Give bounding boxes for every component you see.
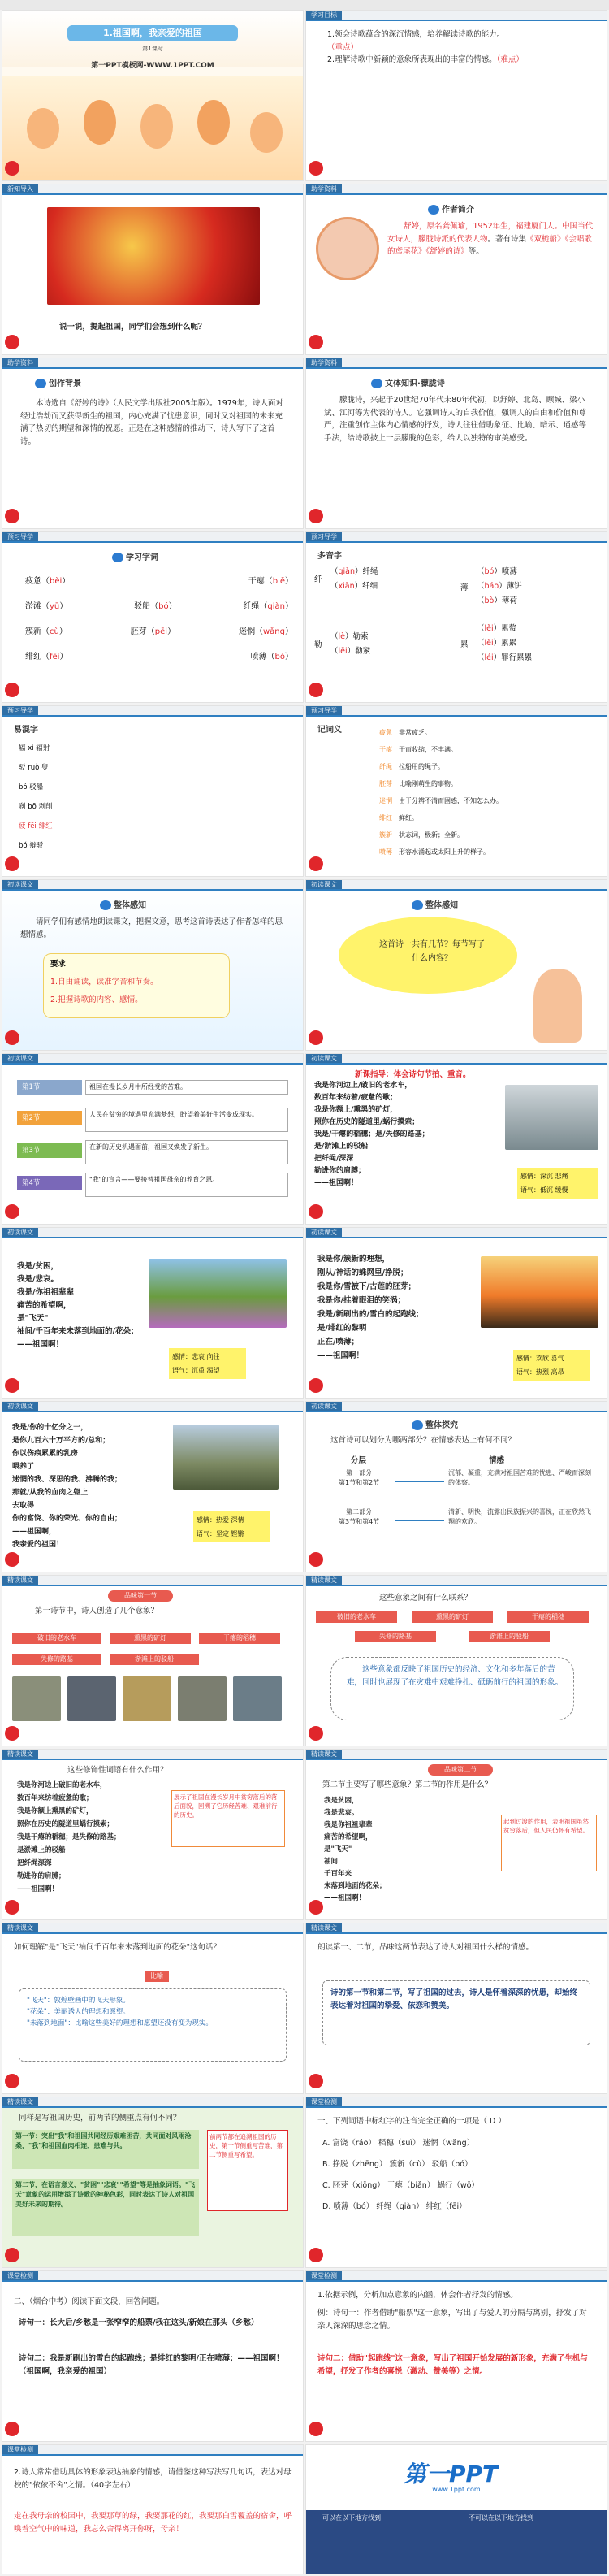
section-title: 记词义 [317, 726, 342, 735]
section-title: 整体感知 [100, 898, 146, 910]
slide-header [306, 1923, 607, 1934]
connection-answer: 这些意象都反映了祖国历史的经济、文化和多年落后的苦难，同时也展现了在灾难中艰难挣扎、砥砺前行的祖国的形象。 [347, 1665, 564, 1687]
arrow-line [395, 1481, 444, 1482]
logo-badge [5, 335, 19, 349]
slide-8-polyphones[interactable]: 预习导学 多音字 纤 （qiàn）纤绳 （xiān）纤细 薄 （bó）喷薄 （báo）薄饼 （bò）薄荷 勒 （lè）勒索 （lēi）勒紧 累 （lěi）累赘 （lěi）累累 （léi）罪行累累 [305, 531, 607, 703]
slide-tag: 预习导学 [306, 532, 342, 541]
image-tag: 干瘪的稻穗 [199, 1633, 280, 1644]
slide-header [306, 532, 607, 543]
slide-12-question[interactable] [305, 879, 607, 1051]
book-icon [412, 1420, 423, 1430]
option-b[interactable]: B. 挣脱（zhēng） 簇新（cù） 驳船（bó） [322, 2160, 473, 2169]
bubble-text: 这首诗一共有几节？每节写了什么内容？ [379, 940, 485, 963]
cover-subtitle: 第1课时 [142, 46, 163, 52]
poem-lines: 我是/贫困， 我是/悲哀。 我是/你祖祖辈辈 痛苦的希望啊， 是"飞天" 袖间/千百年来未落到地面的/花朵； ——祖国啊！ [17, 1262, 139, 1349]
slide-9-confusables[interactable] [2, 705, 304, 877]
quiz-poem-2: 诗句二：我是新刷出的雪白的起跑线；是绯红的黎明/正在喷薄；——祖国啊！（祖国啊，我亲爱的祖国） [19, 2354, 284, 2376]
logo-badge [309, 856, 323, 871]
image-tag: 破旧的老水车 [316, 1611, 397, 1623]
logo-badge [309, 335, 323, 349]
emotion-tag: 感情：悲哀 向往 语气：沉重 渴望 [169, 1348, 246, 1379]
slide-header [2, 1402, 303, 1412]
slide-tag: 初读课文 [2, 1402, 38, 1411]
author-photo [316, 217, 379, 280]
metaphor-tag: 比喻 [145, 1971, 169, 1982]
logo-badge [309, 1378, 323, 1393]
slide-header [306, 1750, 607, 1760]
slide-header [2, 880, 303, 891]
slide-header [306, 11, 607, 21]
slide-20-connection[interactable] [305, 1575, 607, 1746]
logo-badge [309, 2422, 323, 2436]
slide-tag: 课堂检测 [306, 2097, 342, 2106]
slide-header [306, 2271, 607, 2282]
slide-7-vocab[interactable] [2, 531, 304, 703]
emotion-tag: 感情：深沉 悲痛 语气：低沉 缓慢 [517, 1168, 598, 1199]
slide-14-rhythm[interactable] [305, 1053, 607, 1225]
logo-badge [309, 2248, 323, 2262]
intro-question: 说一说，提起祖国，同学们会想到什么呢？ [59, 323, 206, 332]
slide-header [2, 358, 303, 369]
background-text: 本诗选自《舒婷的诗》（人民文学出版社2005年版）。1979年，诗人面对经过浩劫而又获得新生的祖国，内心充满了忧患意识，同时又对祖国的未来充满了热切的期望和深情的祝愿。正是在这种感情的推动下，诗人写下了这首诗。 [20, 399, 283, 447]
modifier-note: 展示了祖国在漫长岁月中贫穷落后的落后面貌，回溯了它历经苦难、艰难前行的历史。 [171, 1790, 285, 1847]
section-title: 创作背景 [35, 376, 81, 388]
stanza2-note: 起到过渡的作用，表明祖国虽然贫穷落后，但人民仍怀有希望。 [501, 1815, 597, 1871]
part-two-emotion: 清新、明快，流露出民族振兴的喜悦，正在欣然飞翔的欢欣。 [448, 1508, 591, 1525]
logo-badge [309, 1204, 323, 1219]
connection-question: 这些意象之间有什么联系？ [379, 1594, 473, 1602]
section-desc: 人民在贫穷的境遇里充满梦想，盼望着美好生活变成现实。 [85, 1108, 288, 1132]
slide-header [2, 1054, 303, 1065]
part-two: 第二部分 第3节和第4节 [339, 1508, 380, 1525]
logo-badge [5, 2248, 19, 2262]
flower-field-image [149, 1259, 287, 1328]
quiz-question: 一、下列词语中标红字的注音完全正确的一项是（ D ） [317, 2117, 506, 2126]
slide-header [2, 2097, 303, 2108]
objective-text: 1.领会诗歌蕴含的深沉情感，培养解读诗歌的能力。 （重点） 2.理解诗歌中新颖的意象所表现出的丰富的情感。（难点） [327, 30, 524, 65]
slide-tag: 初读课文 [306, 1228, 342, 1237]
slide-16-stanza3[interactable] [305, 1227, 607, 1399]
photo [123, 1676, 171, 1721]
imagery-question: 第一诗节中，诗人创造了几个意象？ [35, 1607, 159, 1615]
book-icon [428, 205, 439, 215]
emotion-question: 朗读第一、二节，品味这两节表达了诗人对祖国什么样的情感。 [317, 1943, 534, 1952]
logo-badge [309, 1030, 323, 1045]
logo-badge [5, 683, 19, 697]
image-tag: 淤滩上的驳船 [110, 1654, 199, 1665]
modifier-question: 这些修饰性词语有什么作用？ [67, 1766, 168, 1775]
slide-tag: 精读课文 [2, 1923, 38, 1932]
book-icon [100, 900, 111, 910]
slide-tag: 精读课文 [306, 1576, 342, 1585]
badge-stanza2: 品味第二节 [428, 1764, 493, 1776]
slide-tag: 课堂检测 [2, 2271, 38, 2280]
slide-2-objectives[interactable] [305, 10, 607, 181]
section-desc: "我"的宣言——要接替祖国母亲的养育之恩。 [85, 1173, 288, 1197]
slide-tag: 助学资料 [306, 184, 342, 193]
waterwheel-image [505, 1085, 598, 1150]
slide-tag: 课堂检测 [306, 2271, 342, 2280]
slide-15-stanza2[interactable] [2, 1227, 304, 1399]
slide-header [2, 706, 303, 717]
section-label: 第1节 [17, 1080, 82, 1095]
slide-5-background[interactable] [2, 358, 304, 529]
slide-1-cover[interactable] [2, 10, 304, 181]
slide-tag: 初读课文 [306, 1054, 342, 1063]
slide-11-overview[interactable] [2, 879, 304, 1051]
logo-badge [5, 1204, 19, 1219]
writing-answer: 走在我母亲的校园中，我要那草的绿，我要那花的红，我要那白雪覆盖的宿舍，呼唤着空气中的味道，我忘么舍得离开你呀，母亲！ [14, 2512, 292, 2534]
requirement-box: 要求 1.自由诵读，读准字音和节奏。 2.把握诗歌的内容、感情。 [43, 953, 230, 1018]
poem-lines: 我是你/簇新的理想， 刚从/神话的蛛网里/挣脱； 我是你/雪被下/古莲的胚芽； 我是你/挂着眼泪的笑涡； 我是/新刷出的/雪白的起跑线； 是/绯红的黎明 正在/喷薄； ——祖国啊！ [317, 1255, 424, 1360]
section-title: 作者简介 [428, 202, 474, 215]
image-tag: 熏黑的矿灯 [412, 1611, 493, 1623]
photo [178, 1676, 227, 1721]
section-title: 整体感知 [412, 898, 458, 910]
image-tag: 破旧的老水车 [12, 1633, 102, 1644]
book-icon [112, 553, 123, 562]
slide-tag: 初读课文 [2, 1054, 38, 1063]
slide-tag: 初读课文 [306, 1402, 342, 1411]
slide-header [306, 2097, 607, 2108]
photo [67, 1676, 116, 1721]
girl-cartoon [533, 969, 582, 1043]
slide-13-sections[interactable] [2, 1053, 304, 1225]
meaning-list: 疲惫 非常疲乏。 干瘪 干而收缩，不丰满。 纤绳 拉船用的绳子。 胚芽 比喻刚萌生的事物。 迷惘 由于分辨不清而困惑，不知怎么办。 绯红 鲜红。 簇新 状态词，极新；全新。 喷薄 形容水涌起或太阳上升的样子。 [379, 729, 503, 856]
comparison-question: 同样是写祖国历史，前两节的侧重点有何不同？ [19, 2114, 181, 2123]
logo-badge [309, 1552, 323, 1567]
slide-25-comparison[interactable] [2, 2097, 304, 2268]
slide-tag: 助学资料 [306, 358, 342, 367]
sunrise-image [481, 1256, 598, 1328]
book-icon [412, 900, 423, 910]
great-wall-image [173, 1425, 279, 1490]
slide-tag: 新知导入 [2, 184, 38, 193]
slide-tag: 初读课文 [2, 880, 38, 889]
logo-badge [309, 683, 323, 697]
slide-24-emotion[interactable] [305, 1923, 607, 2094]
image-tag: 失修的路基 [12, 1654, 102, 1665]
slide-23-feitian[interactable] [2, 1923, 304, 2094]
cover-brand: 第一PPT模板网-WWW.1PPT.COM [91, 62, 214, 70]
footer-right-title: 不可以在以下地方找到 [469, 2514, 533, 2522]
logo-badge [5, 2422, 19, 2436]
part-one: 第一部分 第1节和第2节 [339, 1469, 380, 1486]
cover-title: 1.祖国啊，我亲爱的祖国 [67, 25, 238, 41]
photo [233, 1676, 282, 1721]
section-label: 第2节 [17, 1111, 82, 1125]
slide-header [306, 358, 607, 369]
vocab-grid: 疲惫（bèi） 干瘪（biě） 淤滩（yū） 驳船（bó） 纤绳（qiàn） 簇新（cù） 胚芽（pēi） 迷惘（wǎng） 绯红（fēi） 喷薄（bó） [25, 577, 293, 661]
cover-kids-illustration [2, 76, 303, 181]
quiz-options [322, 2133, 590, 2218]
logo-badge [309, 509, 323, 523]
section-title: 学习字词 [112, 550, 158, 562]
poem-lines: 我是/你的十亿分之一， 是你九百六十万平方的/总和； 你以伤痕累累的乳房 喂养了 迷惘的我、深思的我、沸腾的我； 那就/从我的血肉之躯上 去取得 你的富饶、你的荣光、你的自由； ——祖国啊， 我亲爱的祖国！ [12, 1424, 123, 1549]
label-split: 分层 [351, 1456, 367, 1465]
poem-lines: 我是你河边上破旧的老水车， 数百年来纺着疲惫的歌； 我是你额上熏黑的矿灯， 照你在历史的隧道里蜗行摸索； 我是干瘪的稻穗；是失修的路基； 是淤滩上的驳船 把纤绳深深 勒进你的肩膊； ——祖国啊！ [17, 1781, 121, 1893]
slide-tag: 助学资料 [2, 358, 38, 367]
slide-29-writing[interactable] [2, 2444, 304, 2574]
slide-4-author[interactable] [305, 184, 607, 355]
stanza1-answer: 第一节：突出"我"和祖国共同经历艰难困苦，共同面对风雨沧桑，"我"和祖国血肉相连、患难与共。 [15, 2132, 192, 2149]
slide-tag: 精读课文 [2, 1750, 38, 1759]
genre-text: 朦胧诗，兴起于20世纪70年代末80年代初，以舒婷、北岛、顾城、梁小斌、江河等为代表的诗人。它强调诗人的自我价值，强调人的自由和价值和尊严，注重创作主体内心情感的抒发，诗人往往借助象征、比喻、暗示、通感等手法，给诗歌披上一层朦胧的色彩，给人以独特的审美感受。 [324, 396, 587, 444]
logo-badge [5, 161, 19, 176]
slide-header [306, 880, 607, 891]
slide-tag: 精读课文 [2, 1576, 38, 1585]
slide-header [306, 1054, 607, 1065]
section-title: 整体探究 [412, 1418, 458, 1430]
slide-header [2, 1923, 303, 1934]
image-tag: 熏黑的矿灯 [110, 1633, 191, 1644]
logo-badge [5, 1726, 19, 1741]
logo-badge [309, 1726, 323, 1741]
slide-26-quiz1[interactable] [305, 2097, 607, 2268]
label-emotion: 情感 [489, 1456, 505, 1465]
slide-19-imagery[interactable] [2, 1575, 304, 1746]
section-title: 易混字 [14, 726, 38, 735]
confusable-list: 辐 xì 辐射 驳 ruò 叟 bó 驳船 刹 bō 剥削 疲 fēi 绯红 bó 辩驳 [19, 744, 53, 850]
logo-badge [309, 1900, 323, 1915]
slide-tag: 预习导学 [2, 706, 38, 715]
slide-tag: 学习目标 [306, 11, 342, 20]
china-flag-image [47, 207, 260, 305]
slide-tag: 精读课文 [306, 1923, 342, 1932]
slide-tag: 精读课文 [2, 2097, 38, 2106]
slide-header [306, 1402, 607, 1412]
feitian-answer: "飞天"：敦煌壁画中的飞天形象。 "花朵"：美丽诱人的理想和愿望。 "未落到地面"：比喻这些美好的理想和愿望还没有变为现实。 [27, 1997, 213, 2028]
logo-badge [309, 161, 323, 176]
stanza2-question: 第二节主要写了哪些意象？第二节的作用是什么？ [322, 1780, 493, 1789]
section-label: 第3节 [17, 1143, 82, 1158]
quiz-poem-1: 诗句一：长大后/乡愁是一张窄窄的船票/我在这头/新娘在那头（乡愁） [19, 2318, 259, 2327]
logo-badge [5, 2074, 19, 2088]
slide-tag: 初读课文 [2, 1228, 38, 1237]
writing-prompt: 2.诗人常常借助具体的形象表达抽象的情感，请借鉴这种写法写几句话，表达对母校的"依依不舍"之情。（40字左右） [14, 2468, 292, 2490]
logo-badge [309, 2074, 323, 2088]
image-tag: 淤滩上的驳船 [469, 1631, 550, 1642]
top-strip [0, 0, 609, 10]
slide-tag: 课堂检测 [2, 2445, 38, 2454]
slide-30-ending[interactable] [305, 2444, 607, 2574]
slide-27-quiz2[interactable] [2, 2270, 304, 2442]
footer-panel [306, 2510, 607, 2574]
slide-header [2, 1576, 303, 1586]
emotion-answer: 诗的第一节和第二节，写了祖国的过去，诗人是怀着深深的忧患，却始终表达着对祖国的挚爱、依恋和赞美。 [330, 1988, 578, 2010]
section-label: 第4节 [17, 1176, 82, 1190]
overview-text: 请同学们有感情地朗读课文，把握文意，思考这首诗表达了作者怎样的思想情感。 [20, 917, 283, 939]
comparison-note: 前两节都在追溯祖国的历史，第一节侧重写苦难，第二节侧重写希望。 [207, 2130, 288, 2211]
logo-badge [5, 856, 19, 871]
quiz-answer: 诗句二：借助"起跑线"这一意象，写出了祖国开始发展的新形象，充满了生机与希望，抒发了作者的喜悦（激动、赞美等）之情。 [317, 2354, 588, 2376]
slide-tag: 初读课文 [306, 880, 342, 889]
footer-left-title: 可以在以下地方找到 [322, 2514, 381, 2522]
slide-header [306, 1228, 607, 1238]
brand-logo: 第一PPT [404, 2461, 499, 2487]
option-d[interactable]: D. 喷薄（bó） 纤绳（qiàn） 绯红（fēi） [322, 2202, 467, 2211]
slide-header [306, 184, 607, 195]
slide-28-quiz2-answer[interactable] [305, 2270, 607, 2442]
feitian-question: 如何理解"是"飞天"袖间千百年来未落到地面的花朵"这句话？ [14, 1943, 221, 1952]
image-tag: 失修的路基 [355, 1631, 436, 1642]
emotion-tag: 感情：欢欣 喜气 语气：热烈 高昂 [513, 1350, 590, 1381]
poem-lines: 我是你河边上/破旧的老水车， 数百年来纺着/疲惫的歌； 我是你额上/熏黑的矿灯， 照你在历史的隧道里/蜗行摸索； 我是/干瘪的稻穗；是/失修的路基； 是/淤滩上的驳船 把纤绳/深深 勒进你的肩膊； ——祖国啊！ [314, 1082, 430, 1187]
option-a[interactable]: A. 富饶（ráo） 稻穗（suì） 迷惘（wǎng） [322, 2139, 475, 2148]
slide-18-structure[interactable] [305, 1401, 607, 1572]
slide-17-stanza4[interactable] [2, 1401, 304, 1572]
quiz-example: 例：诗句一：作者借助"船票"这一意象，写出了与爱人的分隔与离别，抒发了对亲人深深的思念之情。 [317, 2309, 587, 2331]
logo-badge [5, 1900, 19, 1915]
part-one-emotion: 沉郁、凝重，充满对祖国苦难的忧患、严峻而深刻的体察。 [448, 1469, 591, 1486]
slide-header [2, 2271, 303, 2282]
section-desc: 祖国在漫长岁月中所经受的苦难。 [85, 1080, 288, 1095]
slide-header [306, 1576, 607, 1586]
structure-question: 这首诗可以划分为哪两部分？在情感表达上有何不同？ [330, 1436, 516, 1445]
option-c[interactable]: C. 胚芽（xiōng） 干瘪（biǎn） 蜗行（wō） [322, 2181, 479, 2190]
logo-badge [5, 1030, 19, 1045]
slide-6-genre[interactable] [305, 358, 607, 529]
logo-badge [5, 509, 19, 523]
stanza2-answer: 第二节，在语言意义、"贫困""悲哀""希望"等是抽象词语。"飞天"意象的运用增添了诗歌的神秘色彩，同时表达了诗人对祖国美好未来的期待。 [15, 2181, 196, 2208]
slide-tag: 预习导学 [306, 706, 342, 715]
slide-tag: 精读课文 [306, 1750, 342, 1759]
slide-10-meanings[interactable] [305, 705, 607, 877]
section-desc: 在新的历史机遇面前，祖国又焕发了新生。 [85, 1140, 288, 1164]
slide-22-stanza2-analysis[interactable] [305, 1749, 607, 1920]
quiz-question: 二、（烟台中考）阅读下面文段，回答问题。 [14, 2297, 165, 2306]
image-tag: 干瘪的稻穗 [508, 1611, 589, 1623]
badge-stanza1: 品味第一节 [108, 1590, 173, 1602]
section-title: 多音字 [317, 552, 342, 561]
logo-badge [5, 1552, 19, 1567]
arrow-line [395, 1520, 444, 1521]
poem-lines: 我是贫困， 我是悲哀。 我是你祖祖辈辈 痛苦的希望啊， 是"飞天" 袖间 千百年来 未落到地面的花朵； ——祖国啊！ [324, 1797, 387, 1902]
slide-header [2, 184, 303, 195]
slide-header [2, 1750, 303, 1760]
book-icon [35, 379, 46, 388]
emotion-tag: 感情：热爱 深情 语气：坚定 铿锵 [193, 1511, 270, 1542]
slide-3-intro[interactable] [2, 184, 304, 355]
brand-site: www.1ppt.com [432, 2486, 481, 2493]
slide-header [2, 1228, 303, 1238]
author-text: 舒婷，原名龚佩瑜，1952年生，福建厦门人。中国当代女诗人，朦胧诗派的代表人物。著有诗集《双桅船》《会唱歌的鸢尾花》《舒婷的诗》等。 [387, 222, 594, 257]
logo-badge [5, 1378, 19, 1393]
photo [12, 1676, 61, 1721]
slide-header [2, 532, 303, 543]
section-title: 新课指导：体会诗句节拍、重音。 [355, 1070, 471, 1079]
section-title: 文体知识·朦胧诗 [371, 376, 445, 388]
slide-header [306, 706, 607, 717]
slide-21-modifiers[interactable] [2, 1749, 304, 1920]
slide-tag: 预习导学 [2, 532, 38, 541]
slide-header [2, 2445, 303, 2456]
quiz-question: 1.依据示例，分析加点意象的内涵，体会作者抒发的情感。 [317, 2291, 518, 2300]
book-icon [371, 379, 382, 388]
